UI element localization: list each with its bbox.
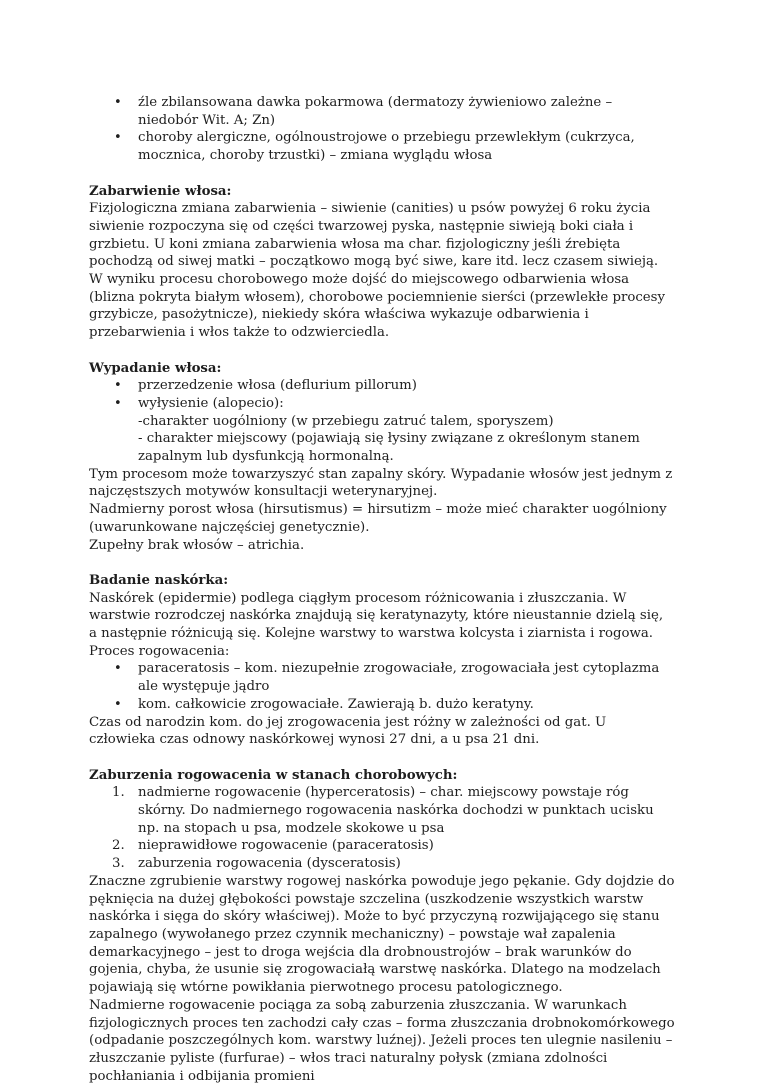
list-item: [138, 395, 675, 466]
intro-section: [89, 94, 675, 165]
hair-color-section: [89, 183, 675, 342]
section-heading: Wypadanie włosa:: [89, 360, 222, 376]
list-item: • paraceratosis – kom. niezupełnie zrogowaciałe, zrogowaciała jest cytoplazma ale występuje jądro: [138, 660, 675, 695]
list-item: • choroby alergiczne, ogólnoustrojowe o przebiegu przewlekłym (cukrzyca, mocznica, choroby trzustki) – zmiana wyglądu włosa: [138, 129, 675, 164]
keratinization-disorders-section: [89, 767, 675, 1085]
epidermis-section: [89, 572, 675, 749]
intro-bullet-list: [89, 94, 675, 165]
list-item: • przerzedzenie włosa (deflurium pillorum): [138, 377, 675, 395]
hair-loss-bullet-list: [89, 377, 675, 466]
list-subitem: - charakter miejscowy (pojawiają się łysiny związane z określonym stanem zapalnym lub dysfunkcją hormonalną.: [138, 431, 640, 465]
list-number: 3.: [112, 856, 125, 872]
paragraph: Nadmierny porost włosa (hirsutismus) = hirsutizm – może mieć charakter uogólniony (uwarunkowane najczęściej genetycznie).: [89, 502, 667, 535]
list-item-text: nadmierne rogowacenie (hyperceratosis) – char. miejscowy powstaje róg skórny. Do nadmiernego rogowacenia naskórka dochodzi w punktach ucisku np. na stopach u psa, modzele skokowe u psa: [138, 785, 654, 836]
hair-loss-section: [89, 360, 675, 555]
paragraph: Zupełny brak włosów – atrichia.: [89, 537, 305, 553]
document-content: [89, 94, 675, 1085]
list-item: • źle zbilansowana dawka pokarmowa (dermatozy żywieniowo zależne – niedobór Wit. A; Zn): [138, 94, 675, 129]
disorders-numbered-list: [89, 784, 675, 873]
list-item-text: zaburzenia rogowacenia (dysceratosis): [138, 856, 401, 872]
paragraph: W wyniku procesu chorobowego może dojść do miejscowego odbarwienia włosa (blizna pokryta białym włosem), chorobowe pociemnienie sierści (przewlekłe procesy grzybicze, pasożytnicze), niekiedy skóra właściwa wykazuje odbarwienia i przebarwienia i włos także to odzwierciedla.: [89, 272, 665, 341]
list-item: [112, 837, 675, 855]
list-item: [112, 784, 675, 837]
paragraph: Czas od narodzin kom. do jej zrogowacenia jest różny w zależności od gat. U człowieka czas odnowy naskórkowej wynosi 27 dni, a u psa 21 dni.: [89, 714, 607, 748]
paragraph: Tym procesom może towarzyszyć stan zapalny skóry. Wypadanie włosów jest jednym z najczęstszych motywów konsultacji weterynaryjnej.: [89, 466, 673, 500]
keratinization-bullet-list: [89, 660, 675, 713]
section-heading: Badanie naskórka:: [89, 572, 229, 588]
paragraph: Proces rogowacenia:: [89, 643, 230, 659]
list-item: • kom. całkowicie zrogowaciałe. Zawierają b. dużo keratyny.: [138, 696, 675, 714]
list-number: 1.: [112, 785, 125, 801]
paragraph: Naskórek (epidermie) podlega ciągłym procesom różnicowania i złuszczania. W warstwie rozrodczej naskórka znajdują się keratynazyty, które nieustannie dzielą się, a następnie różnicują się. Kolejne warstwy to warstwa kolcysta i ziarnista i rogowa.: [89, 590, 664, 642]
list-item-text: nieprawidłowe rogowacenie (paraceratosis): [138, 838, 434, 854]
list-item: [112, 855, 675, 873]
paragraph: Znaczne zgrubienie warstwy rogowej naskórka powoduje jego pękanie. Gdy dojdzie do pęknięcia na dużej głębokości powstaje szczelina (uszkodzenie wszystkich warstw naskórka i sięga do skóry właściwej). Może to być przyczyną rozwijającego się stanu zapalnego (wywołanego przez czynnik mechaniczny) – powstaje wał zapalenia demarkacyjnego – jest to droga wejścia dla drobnoustrojów – brak warunków do gojenia, chyba, że usunie się zrogowaciałą warstwę naskórka. Dlatego na modzelach pojawiają się wtórne powikłania pierwotnego procesu patologicznego.: [89, 873, 675, 996]
section-heading: Zabarwienie włosa:: [89, 183, 232, 199]
section-heading: Zaburzenia rogowacenia w stanach chorobowych:: [89, 767, 458, 783]
list-number: 2.: [112, 838, 125, 854]
list-item-title: • wyłysienie (alopecio):: [138, 395, 284, 411]
paragraph: Nadmierne rogowacenie pociąga za sobą zaburzenia złuszczania. W warunkach fizjologicznych proces ten zachodzi cały czas – forma złuszczania drobnokomórkowego (odpadanie poszczególnych kom. warstwy luźnej). Jeżeli proces ten ulegnie nasileniu – złuszczanie pyliste (furfurae) – włos traci naturalny połysk (zmiana zdolności pochłaniania i odbijania promieni: [89, 997, 675, 1084]
list-subitem: -charakter uogólniony (w przebiegu zatruć talem, sporyszem): [138, 413, 554, 429]
paragraph: Fizjologiczna zmiana zabarwienia – siwienie (canities) u psów powyżej 6 roku życia siwienie rozpoczyna się od części twarzowej pyska, następnie siwieją boki ciała i grzbietu. U koni zmiana zabarwienia włosa ma char. fizjologiczny jeśli źrebięta pochodzą od siwej matki – początkowo mogą być siwe, kare itd. lecz czasem siwieją.: [89, 201, 659, 270]
